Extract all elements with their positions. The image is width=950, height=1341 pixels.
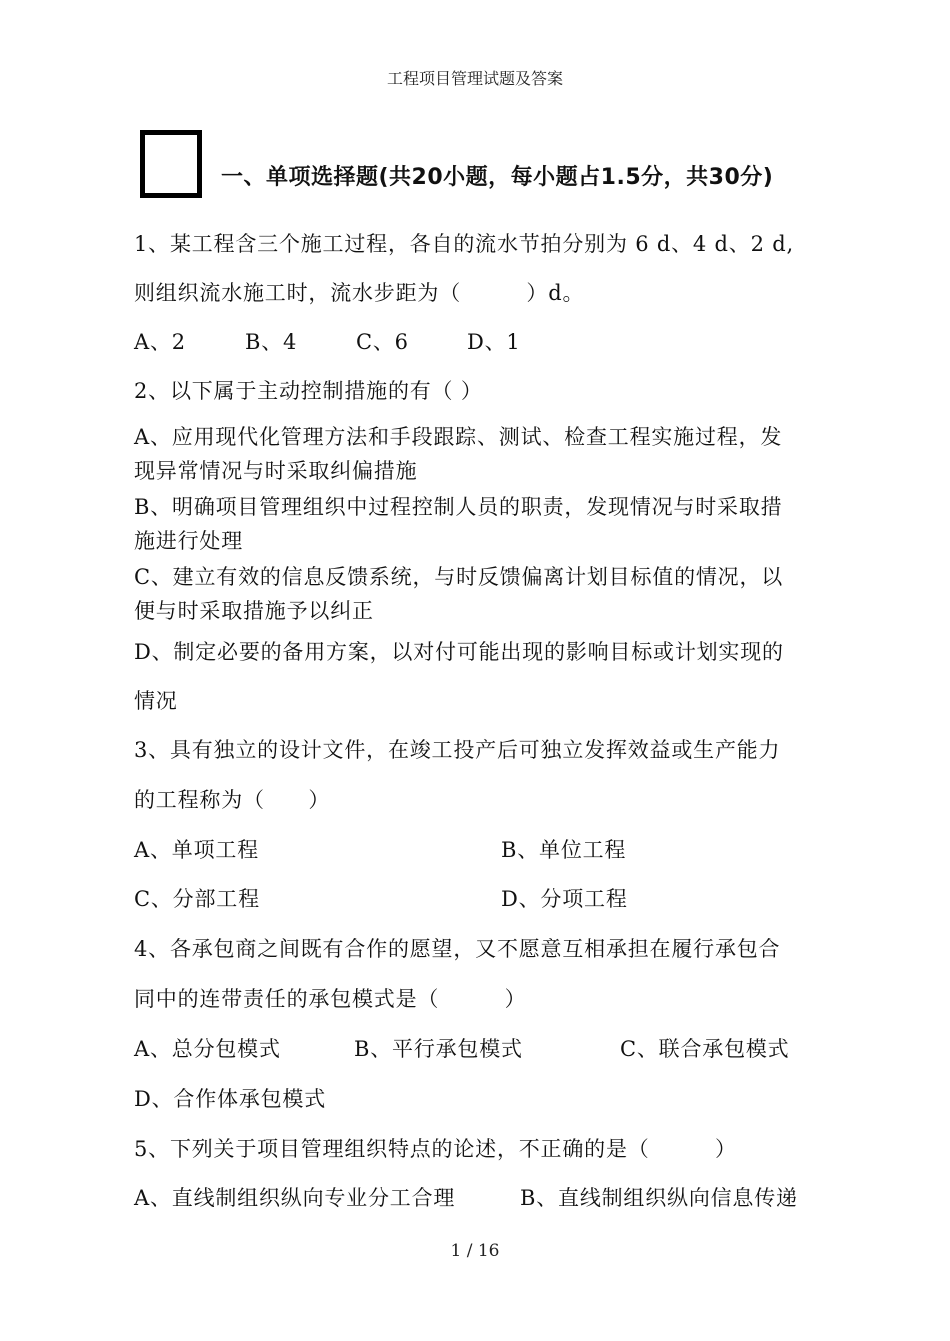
page-number: 1 / 16: [450, 1241, 500, 1261]
q2-option-d-line2: 情况: [134, 689, 178, 713]
q2-option-a-line1: A、应用现代化管理方法和手段跟踪、测试、检查工程实施过程，发: [134, 425, 783, 449]
q4-stem-line1: 4、各承包商之间既有合作的愿望，又不愿意互相承担在履行承包合: [134, 937, 781, 961]
q1-option-c: C、6: [356, 330, 409, 354]
q3-option-a: A、单项工程: [134, 838, 259, 862]
q3-stem-line1: 3、具有独立的设计文件，在竣工投产后可独立发挥效益或生产能力: [134, 738, 781, 762]
q1-option-a: A、2: [134, 330, 186, 354]
page-header: 工程项目管理试题及答案: [386, 69, 563, 88]
q5-stem: 5、下列关于项目管理组织特点的论述，不正确的是（ ）: [134, 1137, 737, 1161]
q3-option-b: B、单位工程: [501, 838, 627, 862]
q4-stem-line2: 同中的连带责任的承包模式是（ ）: [134, 987, 527, 1011]
q2-option-d-line1: D、制定必要的备用方案，以对付可能出现的影响目标或计划实现的: [134, 640, 784, 664]
q2-stem: 2、以下属于主动控制措施的有（ ）: [134, 379, 483, 403]
q3-option-c: C、分部工程: [134, 887, 260, 911]
q4-option-b: B、平行承包模式: [354, 1037, 523, 1061]
q2-option-b-line2: 施进行处理: [134, 529, 243, 553]
q3-stem-line2: 的工程称为（ ）: [134, 788, 331, 812]
q2-option-a-line2: 现异常情况与时采取纠偏措施: [134, 459, 418, 483]
q4-option-d: D、合作体承包模式: [134, 1087, 327, 1111]
q4-option-a: A、总分包模式: [134, 1037, 281, 1061]
checkbox-square: [140, 130, 202, 198]
q2-option-b-line1: B、明确项目管理组织中过程控制人员的职责，发现情况与时采取措: [134, 495, 783, 519]
q1-stem-line2: 则组织流水施工时，流水步距为（ ）d。: [134, 281, 585, 305]
q5-option-b: B、直线制组织纵向信息传递: [520, 1186, 798, 1210]
q2-option-c-line2: 便与时采取措施予以纠正: [134, 599, 374, 623]
section-title: 一、单项选择题(共20小题，每小题占1.5分，共30分): [221, 165, 774, 190]
q1-option-b: B、4: [245, 330, 298, 354]
q1-option-d: D、1: [467, 330, 521, 354]
q3-option-d: D、分项工程: [501, 887, 628, 911]
q4-option-c: C、联合承包模式: [620, 1037, 790, 1061]
q5-option-a: A、直线制组织纵向专业分工合理: [134, 1186, 456, 1210]
q1-stem-line1: 1、某工程含三个施工过程，各自的流水节拍分别为 6 d、4 d、2 d,: [134, 232, 794, 256]
q2-option-c-line1: C、建立有效的信息反馈系统，与时反馈偏离计划目标值的情况，以: [134, 565, 784, 589]
